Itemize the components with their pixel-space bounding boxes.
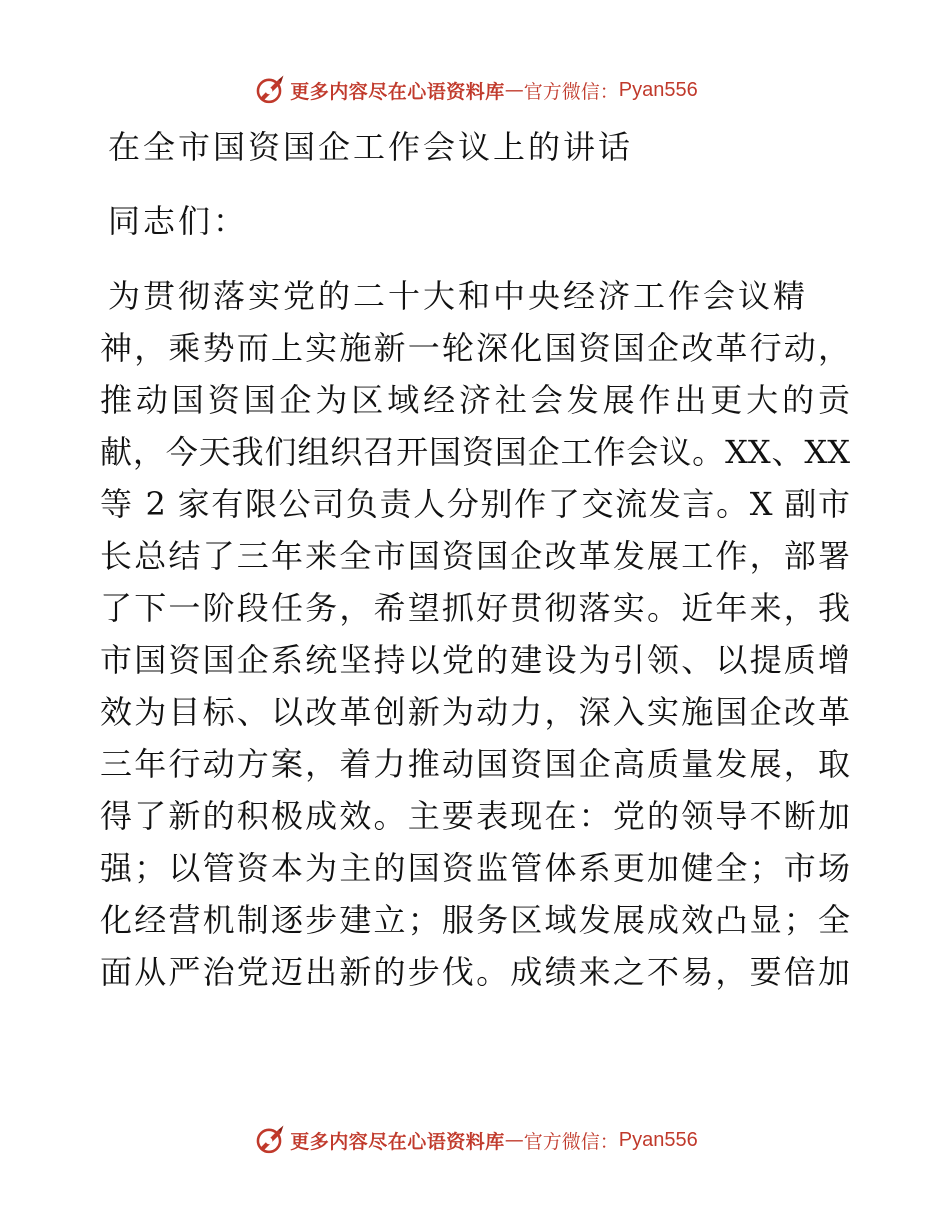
body-line: 三年行动方案，着力推动国资国企高质量发展，取 <box>100 745 850 783</box>
body-line: 为贯彻落实党的二十大和中央经济工作会议精 <box>108 277 809 315</box>
banner-separator: — <box>504 79 524 101</box>
body-line: 推动国资国企为区域经济社会发展作出更大的贡 <box>100 381 850 419</box>
footer-banner <box>0 1120 950 1160</box>
quill-logo-icon <box>252 1123 286 1157</box>
banner-wechat-id: Pyan556 <box>618 78 698 101</box>
banner-text: 更多内容尽在心语资料库 <box>290 1130 505 1153</box>
banner-text: 更多内容尽在心语资料库 <box>290 80 505 103</box>
body-line: 等 2 家有限公司负责人分别作了交流发言。X 副市 <box>100 485 850 523</box>
body-line: 了下一阶段任务，希望抓好贯彻落实。近年来，我 <box>100 589 850 627</box>
body-line: 化经营机制逐步建立；服务区域发展成效凸显；全 <box>100 901 850 939</box>
body-line: 得了新的积极成效。主要表现在：党的领导不断加 <box>100 797 850 835</box>
document-greeting: 同志们： <box>108 202 249 240</box>
banner-wechat-id: Pyan556 <box>618 1128 698 1151</box>
header-banner <box>0 70 950 110</box>
document-title: 在全市国资国企工作会议上的讲话 <box>108 128 634 166</box>
quill-logo-icon <box>252 73 286 107</box>
body-line: 长总结了三年来全市国资国企改革发展工作，部署 <box>100 537 850 575</box>
body-line: 神，乘势而上实施新一轮深化国资国企改革行动， <box>100 329 850 367</box>
body-line: 献，今天我们组织召开国资国企工作会议。XX、XX <box>100 433 850 471</box>
banner-wechat-label: 官方微信： <box>523 80 619 103</box>
body-line: 面从严治党迈出新的步伐。成绩来之不易，要倍加 <box>100 953 850 991</box>
body-line: 效为目标、以改革创新为动力，深入实施国企改革 <box>100 693 850 731</box>
banner-wechat-label: 官方微信： <box>523 1130 619 1153</box>
banner-separator: — <box>504 1129 524 1151</box>
body-line: 强；以管资本为主的国资监管体系更加健全；市场 <box>100 849 850 887</box>
document-body <box>100 270 850 998</box>
body-line: 市国资国企系统坚持以党的建设为引领、以提质增 <box>100 641 850 679</box>
